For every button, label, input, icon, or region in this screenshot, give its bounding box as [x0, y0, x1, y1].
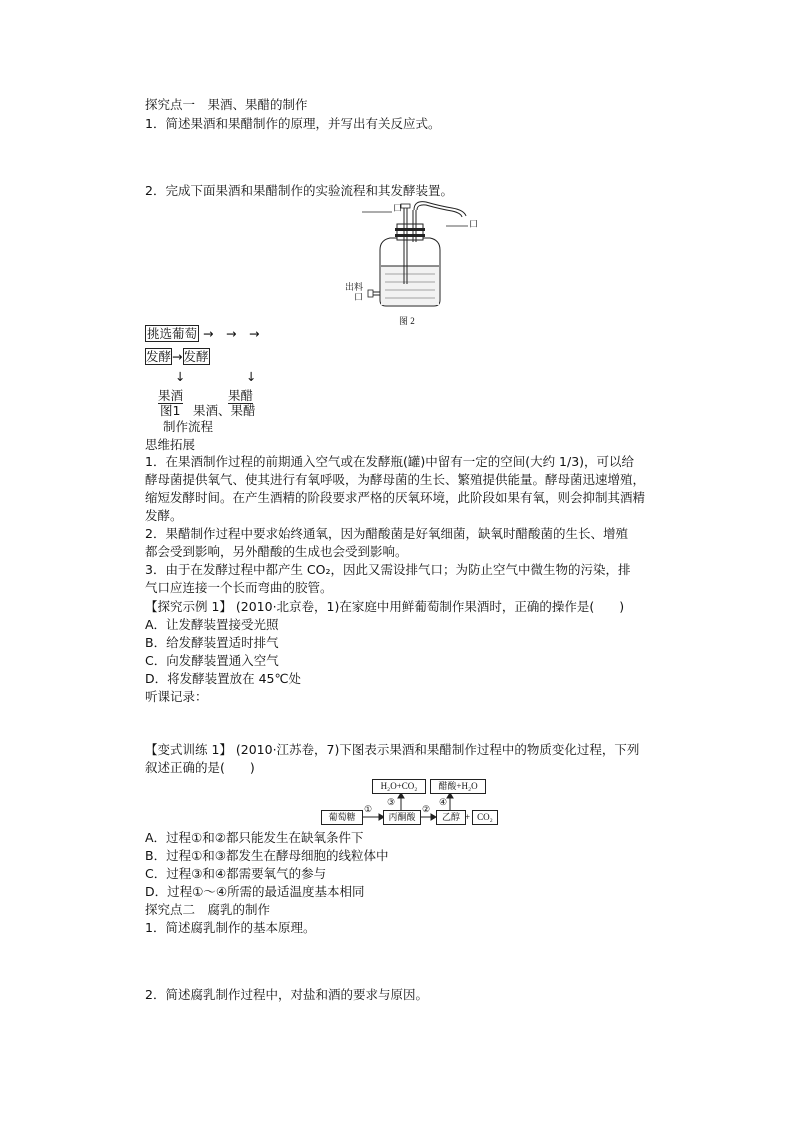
extension-p3-line2: 气口应连接一个长而弯曲的胶管。 — [145, 580, 333, 595]
example1-notes: 听课记录： — [145, 689, 208, 704]
flowchart-caption-2: 制作流程 — [163, 419, 214, 434]
section2-title: 探究点二 腐乳的制作 — [145, 902, 271, 917]
flow-ferment-row — [145, 349, 210, 364]
extension-p1-line2: 酵母菌提供氧气、使其进行有氧呼吸，为酵母菌的生长、繁殖提供能量。酵母菌迅速增殖， — [145, 472, 646, 487]
pathway-step-4: ④ — [439, 797, 448, 807]
variant1-option-d: D．过程①～④所需的最适温度基本相同 — [145, 884, 365, 899]
pathway-pyruvate: 丙酮酸 — [383, 810, 421, 825]
pathway-co2: CO₂ — [472, 810, 498, 825]
apparatus-label-outlet-1: 出料 — [345, 282, 364, 292]
variant1-stem-line2: 叙述正确的是( ) — [145, 760, 255, 775]
extension-title: 思维拓展 — [145, 437, 196, 452]
extension-p3-line1: 3．由于在发酵过程中都产生 CO₂，因此又需设排气口；为防止空气中微生物的污染，排 — [145, 562, 631, 577]
extension-p1-line3: 缩短发酵时间。在产生酒精的阶段要求严格的厌氧环境，此阶段如果有氧，则会抑制其酒精 — [145, 490, 646, 505]
apparatus-label-right: 口 — [469, 219, 479, 229]
variant1-option-b: B．过程①和③都发生在酵母细胞的线粒体中 — [145, 848, 389, 863]
section2-question-1: 1．简述腐乳制作的基本原理。 — [145, 920, 316, 935]
variant1-stem-line1: 【变式训练 1】 (2010·江苏卷，7)下图表示果酒和果醋制作过程中的物质变化过程，下列 — [145, 742, 640, 757]
flow-arrows: → → → — [203, 326, 260, 341]
apparatus-label-outlet-2: 口 — [354, 292, 364, 302]
section1-question-1: 1．简述果酒和果醋制作的原理，并写出有关反应式。 — [145, 116, 441, 131]
example1-option-c: C．向发酵装置通入空气 — [145, 653, 279, 668]
apparatus-caption: 图 2 — [399, 316, 415, 326]
pathway-h2o-co2: H₂O+CO₂ — [372, 779, 426, 794]
flow-box-ferment-2: 发酵 — [183, 349, 209, 364]
section2-question-2: 2．简述腐乳制作过程中，对盐和酒的要求与原因。 — [145, 987, 428, 1002]
flow-product-wine: 果酒 — [158, 388, 184, 403]
flow-step-select-grapes — [145, 326, 259, 341]
flow-arrow-right-icon: → — [172, 349, 183, 364]
extension-p2-line2: 都会受到影响，另外醋酸的生成也会受到影响。 — [145, 544, 408, 559]
example1-option-a: A．让发酵装置接受光照 — [145, 617, 279, 632]
extension-p1-line1: 1．在果酒制作过程的前期通入空气或在发酵瓶(罐)中留有一定的空间(大约 1/3)，可以给 — [145, 454, 635, 469]
pathway-step-2: ② — [422, 804, 431, 814]
extension-p2-line1: 2．果醋制作过程中要求始终通氧，因为醋酸菌是好氧细菌，缺氧时醋酸菌的生长、增殖 — [145, 526, 628, 541]
variant1-option-a: A．过程①和②都只能发生在缺氧条件下 — [145, 830, 364, 845]
variant1-option-c: C．过程③和④都需要氧气的参与 — [145, 866, 327, 881]
example1-option-b: B．给发酵装置适时排气 — [145, 635, 279, 650]
example1-option-d: D．将发酵装置放在 45℃处 — [145, 671, 302, 686]
example1-stem: 【探究示例 1】 (2010·北京卷，1)在家庭中用鲜葡萄制作果酒时，正确的操作是( ) — [145, 599, 625, 614]
pathway-plus: + — [465, 812, 471, 822]
section1-title: 探究点一 果酒、果醋的制作 — [145, 97, 308, 112]
flow-box-ferment-1: 发酵 — [146, 349, 172, 364]
flow-product-vinegar: 果醋 — [228, 388, 254, 403]
flow-down-arrow-2: ↓ — [246, 369, 257, 384]
section1-question-2: 2．完成下面果酒和果醋制作的实验流程和其发酵装置。 — [145, 183, 453, 198]
flowchart-caption-1: 图1 果酒、果醋 — [160, 403, 256, 418]
pathway-step-1: ① — [364, 804, 373, 814]
extension-p1-line4: 发酵。 — [145, 508, 183, 523]
pathway-step-3: ③ — [387, 797, 396, 807]
pathway-acetic-acid: 醋酸+H₂O — [430, 779, 486, 794]
flow-down-arrow-1: ↓ — [175, 369, 186, 384]
flow-box-select-grapes: 挑选葡萄 — [147, 326, 198, 341]
apparatus-label-top: 口 — [393, 203, 403, 213]
pathway-glucose: 葡萄糖 — [321, 810, 363, 825]
pathway-ethanol: 乙醇 — [436, 810, 466, 825]
